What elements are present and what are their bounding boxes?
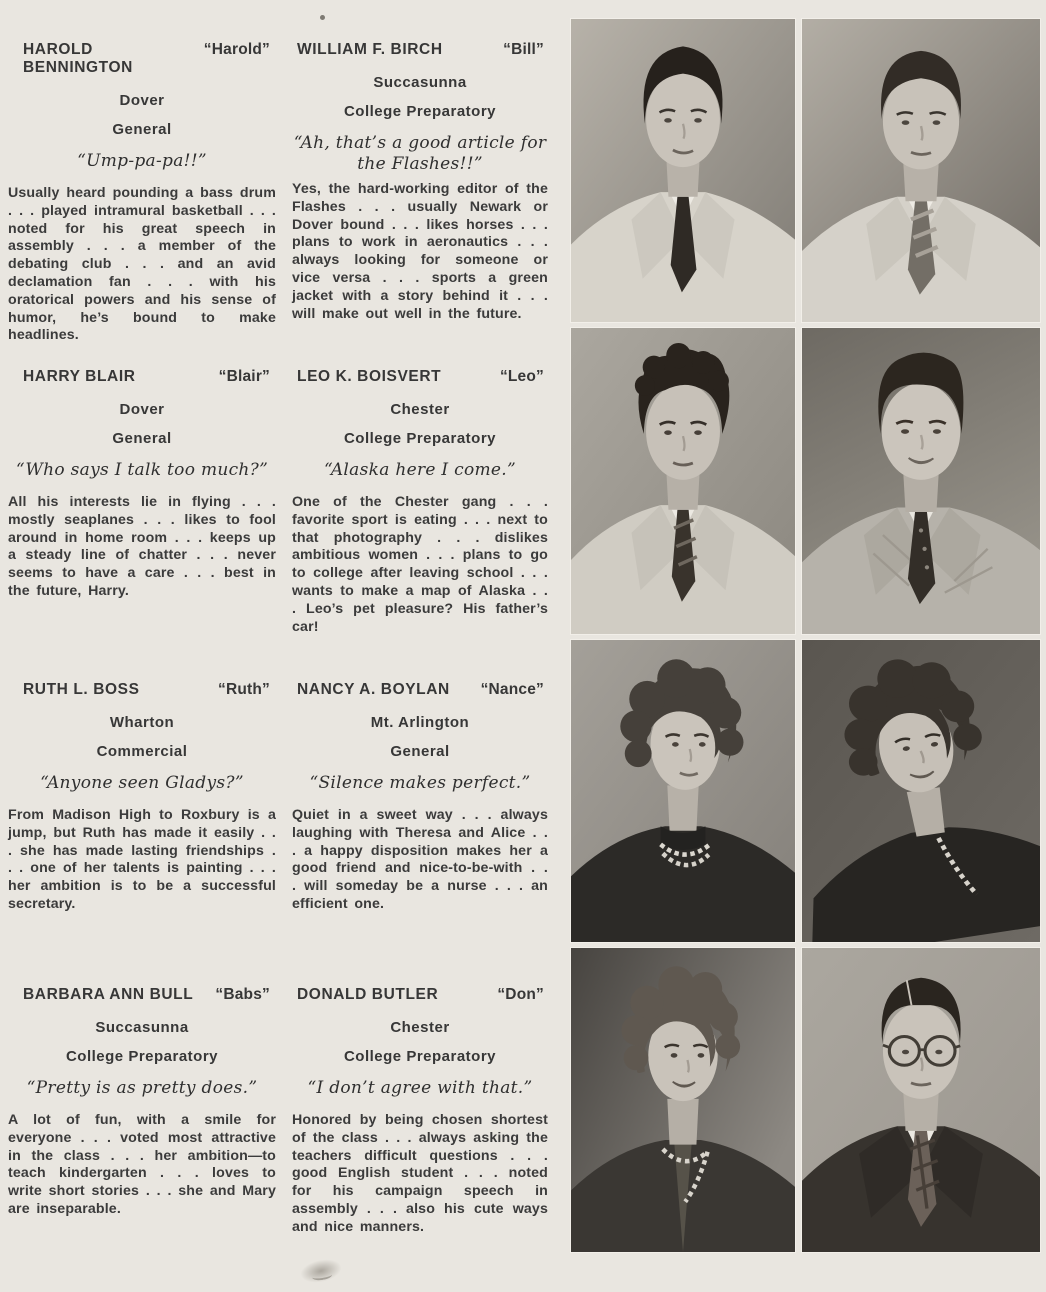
student-course: Commercial — [96, 743, 188, 760]
portrait-barbara-bull — [571, 948, 795, 1252]
student-name: RUTH L. BOSS — [23, 681, 140, 698]
student-bio: Yes, the hard-working editor of the Flashes . . . usually Newark or Dover bound . . . likes horses . . . plans to work in aeronautics . . . always looking for someone or vice versa . . . sports a green jacket with a story behind it . . . will make out well in the future. — [292, 181, 548, 322]
entry-ruth-boss — [8, 681, 276, 914]
student-town: Wharton — [109, 714, 175, 731]
student-name-row — [292, 368, 548, 386]
student-course: General — [390, 743, 450, 760]
student-town: Succasunna — [373, 74, 467, 91]
student-nickname: “Ruth” — [218, 681, 270, 698]
student-bio: From Madison High to Roxbury is a jump, but Ruth has made it easily . . . she has made lasting friendships . . . one of her talents is painting . . . her ambition is to be a successful secretary. — [8, 807, 276, 912]
student-name: LEO K. BOISVERT — [297, 368, 442, 385]
student-quote: “Ah, that’s a good article for the Flashes!!” — [293, 133, 547, 174]
student-course: College Preparatory — [343, 1048, 497, 1065]
portrait-donald-butler — [802, 948, 1040, 1252]
portrait-harold-bennington — [571, 19, 795, 322]
entry-harold-bennington — [8, 41, 276, 345]
student-quote: “Anyone seen Gladys?” — [40, 773, 244, 793]
student-name-row — [8, 681, 276, 699]
portrait-nancy-boylan — [802, 640, 1040, 942]
student-nickname: “Harold” — [203, 41, 270, 58]
student-nickname: “Leo” — [499, 368, 544, 385]
student-quote: “Alaska here I come.” — [324, 460, 516, 480]
portrait-william-birch — [802, 19, 1040, 322]
entry-barbara-bull — [8, 986, 276, 1219]
student-quote: “Silence makes perfect.” — [309, 773, 531, 793]
student-quote: “Who says I talk too much?” — [15, 460, 269, 480]
student-nickname: “Blair” — [218, 368, 270, 385]
student-bio: Quiet in a sweet way . . . always laughing with Theresa and Alice . . . a happy disposition makes her a good friend and nice-to-be-with . . . will someday be a nurse . . . an efficient one. — [292, 807, 548, 912]
student-name: NANCY A. BOYLAN — [297, 681, 450, 698]
student-course: General — [112, 430, 172, 447]
student-name-row — [292, 986, 548, 1004]
entry-harry-blair — [8, 368, 276, 601]
student-name-row — [292, 681, 548, 699]
entry-donald-butler — [292, 986, 548, 1237]
student-town: Chester — [390, 401, 450, 418]
student-nickname: “Don” — [497, 986, 544, 1003]
entry-william-birch — [292, 41, 548, 323]
student-name: WILLIAM F. BIRCH — [297, 41, 443, 58]
student-nickname: “Bill” — [503, 41, 544, 58]
student-name-row — [8, 41, 276, 77]
portrait-grid — [571, 19, 1040, 1252]
student-name-row — [8, 986, 276, 1004]
ink-dot-mark — [320, 15, 325, 20]
student-course: General — [112, 121, 172, 138]
entry-nancy-boylan — [292, 681, 548, 914]
student-nickname: “Babs” — [215, 986, 270, 1003]
student-town: Mt. Arlington — [370, 714, 470, 731]
student-town: Dover — [119, 401, 165, 418]
student-nickname: “Nance” — [480, 681, 544, 698]
student-course: College Preparatory — [65, 1048, 219, 1065]
student-quote: “Pretty is as pretty does.” — [26, 1078, 258, 1098]
student-bio: Honored by being chosen shortest of the class . . . always asking the teachers difficult questions . . . good English student . . . noted for his campaign speech in assembly . . . also his cute ways and nice manners. — [292, 1112, 548, 1235]
student-name: HARRY BLAIR — [23, 368, 136, 385]
student-name-row — [8, 368, 276, 386]
student-town: Succasunna — [95, 1019, 189, 1036]
portrait-leo-boisvert — [802, 328, 1040, 634]
portrait-harry-blair — [571, 328, 795, 634]
student-town: Chester — [390, 1019, 450, 1036]
student-quote: “I don’t agree with that.” — [307, 1078, 533, 1098]
student-bio: One of the Chester gang . . . favorite sport is eating . . . next to that photography . . . dislikes ambitious women . . . plans to go to college after leaving school . . . wants to make a map of Alaska . . . Leo’s pet pleasure? His father’s car! — [292, 494, 548, 635]
student-name-row — [292, 41, 548, 59]
student-bio: A lot of fun, with a smile for everyone . . . voted most attractive in the class . . . her ambition—to teach kindergarten . . . loves to write short stories . . . she and Mary are inseparable. — [8, 1112, 276, 1217]
student-course: College Preparatory — [343, 430, 497, 447]
portrait-ruth-boss — [571, 640, 795, 942]
student-town: Dover — [119, 92, 165, 109]
student-name: BARBARA ANN BULL — [23, 986, 194, 1003]
student-name: HAROLD BENNINGTON — [23, 41, 133, 76]
student-quote: “Ump-pa-pa!!” — [77, 151, 207, 171]
entry-leo-boisvert — [292, 368, 548, 636]
student-name: DONALD BUTLER — [297, 986, 439, 1003]
student-course: College Preparatory — [343, 103, 497, 120]
student-bio: All his interests lie in flying . . . mostly seaplanes . . . likes to fool around in home room . . . keeps up a steady line of chatter . . . never seems to have a care . . . best in the future, Harry. — [8, 494, 276, 599]
student-bio: Usually heard pounding a bass drum . . . played intramural basketball . . . noted for his great speech in assembly . . . a member of the debating club . . . and an avid declamation fan . . . with his oratorical powers and his sense of humor, he’s bound to make headlines. — [8, 185, 276, 344]
